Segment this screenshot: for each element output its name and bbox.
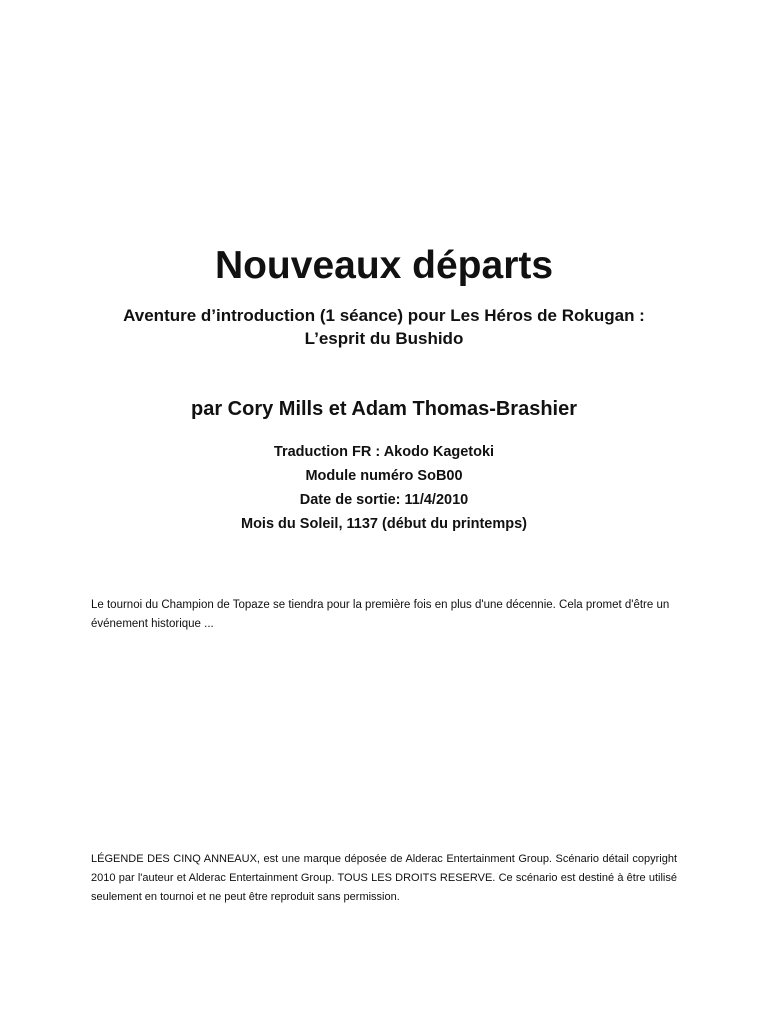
document-meta (0, 440, 768, 536)
translation-credit: Traduction FR : Akodo Kagetoki (273, 444, 495, 460)
subtitle-line-1: Aventure d’introduction (1 séance) pour Les Héros de Rokugan : (123, 306, 645, 325)
document-title: Nouveaux départs (214, 244, 554, 287)
release-date: Date de sortie: 11/4/2010 (299, 492, 469, 508)
legal-notice: LÉGENDE DES CINQ ANNEAUX, est une marque déposée de Alderac Entertainment Group. Scénario détail copyright 2010 par l'auteur et Alderac Entertainment Group. TOUS LES DROITS RESERVE. Ce scénario est destiné à être utilisé seulement en tournoi et ne peut être reproduit sans permission. (91, 853, 677, 903)
setting-date: Mois du Soleil, 1137 (début du printemps) (240, 516, 527, 532)
intro-paragraph: Le tournoi du Champion de Topaze se tiendra pour la première fois en plus d'une décennie. Cela promet d'être un événement historique ... (91, 599, 670, 630)
module-number: Module numéro SoB00 (305, 468, 463, 484)
subtitle-line-2: L’esprit du Bushido (304, 329, 464, 348)
document-subtitle (0, 304, 768, 350)
authors-line: par Cory Mills et Adam Thomas-Brashier (190, 398, 578, 420)
